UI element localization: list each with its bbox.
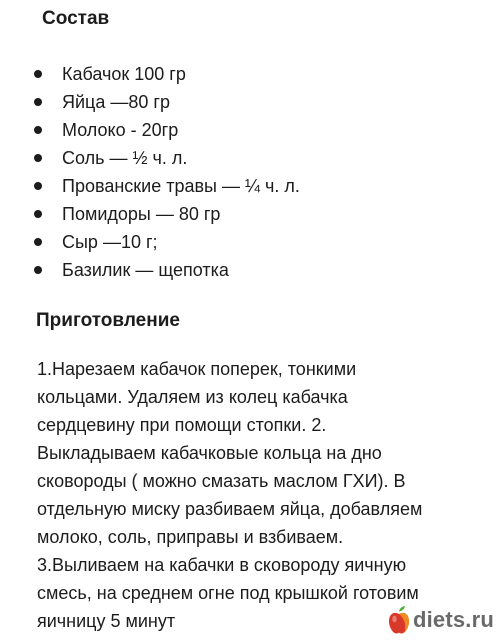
method-line: молоко, соль, приправы и взбиваем. bbox=[37, 527, 344, 547]
watermark-text[interactable]: diets.ru bbox=[412, 607, 494, 632]
method-line: отдельную миску разбиваем яйца, добавляем bbox=[37, 499, 423, 519]
bullet-icon bbox=[34, 266, 42, 274]
ingredient-text: Яйца —80 гр bbox=[62, 91, 170, 112]
list-item bbox=[34, 200, 300, 228]
method-line: яичницу 5 минут bbox=[37, 611, 176, 631]
ingredients-list bbox=[34, 60, 300, 284]
ingredients-heading: Состав bbox=[42, 8, 110, 29]
list-item bbox=[34, 144, 300, 172]
method-line: 3.Выливаем на кабачки в сковороду яичную bbox=[37, 555, 407, 575]
bullet-icon bbox=[34, 126, 42, 134]
ingredient-text: Базилик — щепотка bbox=[62, 259, 229, 280]
bullet-icon bbox=[34, 238, 42, 246]
bullet-icon bbox=[34, 182, 42, 190]
method-line: кольцами. Удаляем из колец кабачка bbox=[37, 387, 348, 407]
ingredient-text: Прованские травы — ¼ ч. л. bbox=[62, 175, 300, 196]
list-item bbox=[34, 116, 300, 144]
list-item bbox=[34, 228, 300, 256]
ingredient-text: Соль — ½ ч. л. bbox=[62, 147, 188, 168]
list-item bbox=[34, 256, 300, 284]
site-watermark bbox=[387, 603, 494, 637]
method-line: Выкладываем кабачковые кольца на дно bbox=[37, 443, 382, 463]
method-heading: Приготовление bbox=[36, 310, 180, 331]
bullet-icon bbox=[34, 98, 42, 106]
bullet-icon bbox=[34, 154, 42, 162]
list-item bbox=[34, 60, 300, 88]
list-item bbox=[34, 172, 300, 200]
bullet-icon bbox=[34, 210, 42, 218]
ingredient-text: Помидоры — 80 гр bbox=[62, 203, 221, 224]
method-line: смесь, на среднем огне под крышкой готовим bbox=[37, 583, 419, 603]
method-line: сковороды ( можно смазать маслом ГХИ). В bbox=[37, 471, 406, 491]
method-line: сердцевину при помощи стопки. 2. bbox=[37, 415, 327, 435]
method-line: 1.Нарезаем кабачок поперек, тонкими bbox=[37, 359, 357, 379]
ingredient-text: Кабачок 100 гр bbox=[62, 63, 186, 84]
ingredient-text: Молоко - 20гр bbox=[62, 119, 179, 140]
bullet-icon bbox=[34, 70, 42, 78]
ingredient-text: Сыр —10 г; bbox=[62, 231, 158, 252]
list-item bbox=[34, 88, 300, 116]
apple-logo-icon bbox=[387, 605, 411, 635]
method-text bbox=[37, 355, 477, 635]
